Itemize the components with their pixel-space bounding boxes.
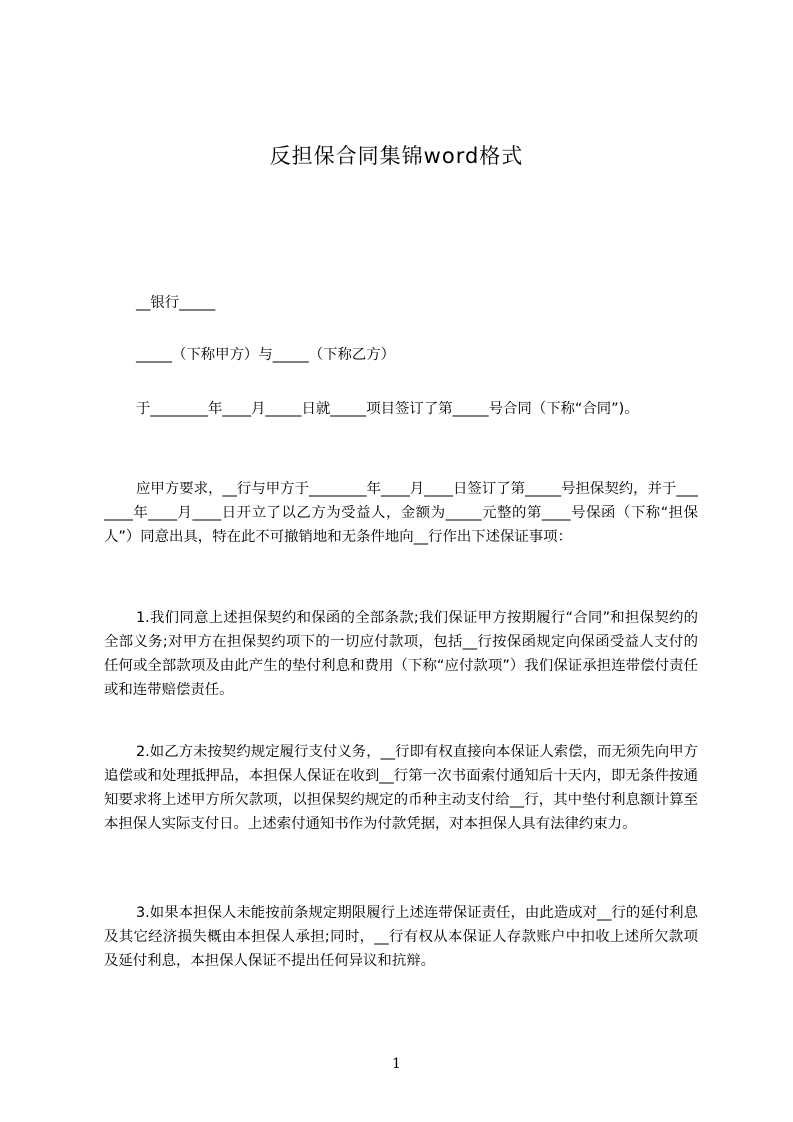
paragraph-bank-line: __银行_____ [136,295,216,311]
paragraph-clause-2: 2.如乙方未按契约规定履行支付义务，__行即有权直接向本保证人索偿，而无须先向甲方追偿或和处理抵押品，本担保人保证在收到__行第一次书面索付通知后十天内，即无条件按通知要求将上述甲方所欠款项，以担保契约规定的币种主动支付给__行，其中垫付利息额计算至本担保人实际支付日。上述索付通知书作为付款凭据，对本担保人具有法律约束力。 [104,744,698,832]
paragraph-contract-date: 于________年____月_____日就_____项目签订了第_____号合同（下称“合同”)。 [136,401,639,417]
document-title: 反担保合同集锦word格式 [269,144,524,168]
paragraph-request: 应甲方要求，__行与甲方于________年____月____日签订了第_____号担保契约，并于_______年____月____日开立了以乙方为受益人，金额为_____元整的第____号保函（下称“担保人”）同意出具，特在此不可撤销地和无条件地向__行作出下述保证事项： [104,481,698,545]
paragraph-clause-3: 3.如果本担保人未能按前条规定期限履行上述连带保证责任，由此造成对__行的延付利息及其它经济损失概由本担保人承担;同时，__行有权从本保证人存款账户中扣收上述所欠款项及延付利息，本担保人保证不提出任何异议和抗辩。 [104,905,698,969]
paragraph-clause-1: 1.我们同意上述担保契约和保函的全部条款;我们保证甲方按期履行“合同”和担保契约的全部义务;对甲方在担保契约项下的一切应付款项，包括__行按保函规定向保函受益人支付的任何或全部款项及由此产生的垫付利息和费用（下称“应付款项”）我们保证承担连带偿付责任或和连带赔偿责任。 [104,610,698,698]
page-number: 1 [392,1056,401,1072]
paragraph-parties: _____（下称甲方）与_____（下称乙方） [136,347,396,363]
